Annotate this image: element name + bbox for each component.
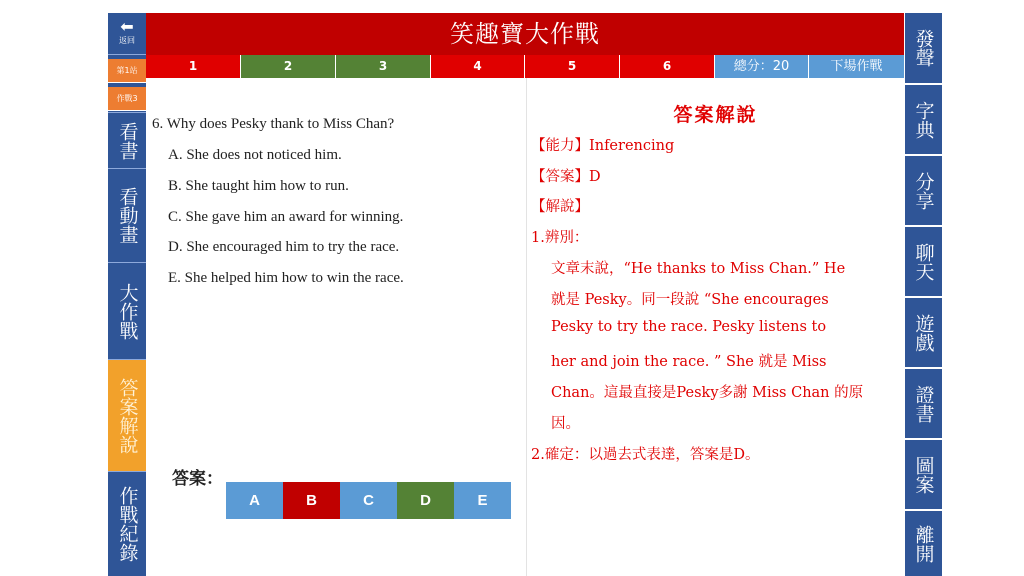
sidebar-item-label: 作戰紀錄 bbox=[116, 486, 139, 562]
point-1-line: 因。 bbox=[551, 416, 580, 432]
option-d: D. She encouraged him to try the race. bbox=[168, 239, 400, 255]
back-label: 返回 bbox=[119, 36, 135, 45]
share-button[interactable] bbox=[905, 156, 942, 225]
battle-badge[interactable]: 作戰3 bbox=[108, 87, 146, 111]
point-1-line: Chan。這最直接是Pesky多謝 Miss Chan 的原 bbox=[551, 385, 864, 401]
choice-c-button[interactable]: C bbox=[340, 482, 397, 519]
option-b: B. She taught him how to run. bbox=[168, 178, 349, 194]
sidebar-item-battle[interactable] bbox=[108, 262, 146, 359]
left-sidebar bbox=[108, 13, 146, 576]
back-arrow-icon: ⬅ bbox=[120, 17, 134, 36]
sidebar-item-label: 大作戰 bbox=[116, 282, 139, 340]
answer-label: 答案： bbox=[172, 469, 223, 489]
explanation-pane bbox=[527, 78, 904, 576]
sidebar-item-label: 看動畫 bbox=[116, 187, 139, 244]
page-title: 笑趣寶大作戰 bbox=[146, 13, 904, 55]
sidebar-item-label: 答案解說 bbox=[116, 377, 139, 454]
sound-button[interactable] bbox=[905, 13, 942, 83]
choice-a-button[interactable]: A bbox=[226, 482, 283, 519]
explanation-title: 答案解說 bbox=[673, 104, 758, 126]
tab-question-3[interactable]: 3 bbox=[336, 55, 431, 78]
question-tabs bbox=[146, 55, 904, 78]
back-button[interactable] bbox=[108, 13, 146, 55]
chat-button[interactable] bbox=[905, 227, 942, 296]
right-item-label: 證書 bbox=[912, 384, 935, 423]
point-1-line: Pesky to try the race. Pesky listens to bbox=[551, 319, 827, 335]
choice-e-button[interactable]: E bbox=[454, 482, 511, 519]
choice-b-button[interactable]: B bbox=[283, 482, 340, 519]
right-sidebar bbox=[904, 13, 942, 576]
question-text: 6. Why does Pesky thank to Miss Chan? bbox=[152, 116, 395, 132]
ability-line: 【能力】Inferencing bbox=[531, 138, 675, 154]
point-1-line: 就是 Pesky。同一段說 “She encourages bbox=[551, 292, 829, 308]
option-a: A. She does not noticed him. bbox=[168, 147, 342, 163]
sidebar-item-battle-record[interactable] bbox=[108, 471, 146, 576]
point-1-heading: 1.辨別： bbox=[531, 230, 589, 246]
tab-question-6[interactable]: 6 bbox=[620, 55, 715, 78]
sidebar-item-label: 看書 bbox=[116, 121, 139, 160]
right-item-label: 分享 bbox=[912, 171, 935, 210]
tab-question-4[interactable]: 4 bbox=[431, 55, 525, 78]
pictures-button[interactable] bbox=[905, 440, 942, 509]
tab-question-2[interactable]: 2 bbox=[241, 55, 336, 78]
point-2-line: 2.確定：以過去式表達，答案是D。 bbox=[531, 447, 760, 463]
certificate-button[interactable] bbox=[905, 369, 942, 438]
right-item-label: 聊天 bbox=[912, 242, 935, 281]
tab-question-5[interactable]: 5 bbox=[525, 55, 620, 78]
game-button[interactable] bbox=[905, 298, 942, 367]
sidebar-item-read-book[interactable] bbox=[108, 112, 146, 168]
sidebar-item-answer-explanation[interactable] bbox=[108, 359, 146, 471]
point-1-line: 文章末說，“He thanks to Miss Chan.” He bbox=[551, 261, 846, 277]
score-display: 總分：20 bbox=[715, 55, 809, 78]
option-c: C. She gave him an award for winning. bbox=[168, 209, 404, 225]
sidebar-item-watch-animation[interactable] bbox=[108, 168, 146, 262]
answer-choices bbox=[226, 482, 511, 519]
right-item-label: 遊戲 bbox=[912, 313, 935, 352]
choice-d-button[interactable]: D bbox=[397, 482, 454, 519]
answer-line: 【答案】D bbox=[531, 169, 601, 185]
option-e: E. She helped him how to win the race. bbox=[168, 270, 404, 286]
question-pane bbox=[146, 78, 527, 576]
exit-button[interactable] bbox=[905, 511, 942, 576]
dictionary-button[interactable] bbox=[905, 85, 942, 154]
next-battle-button[interactable]: 下場作戰 bbox=[809, 55, 904, 78]
right-item-label: 圖案 bbox=[912, 455, 935, 494]
right-item-label: 字典 bbox=[912, 100, 935, 139]
station-badge[interactable]: 第1站 bbox=[108, 59, 146, 83]
tab-question-1[interactable]: 1 bbox=[146, 55, 241, 78]
right-item-label: 發聲 bbox=[912, 29, 935, 67]
point-1-line: her and join the race. ” She 就是 Miss bbox=[551, 354, 827, 370]
right-item-label: 離開 bbox=[912, 524, 935, 563]
app-window bbox=[108, 13, 942, 576]
explain-heading: 【解說】 bbox=[531, 199, 589, 215]
